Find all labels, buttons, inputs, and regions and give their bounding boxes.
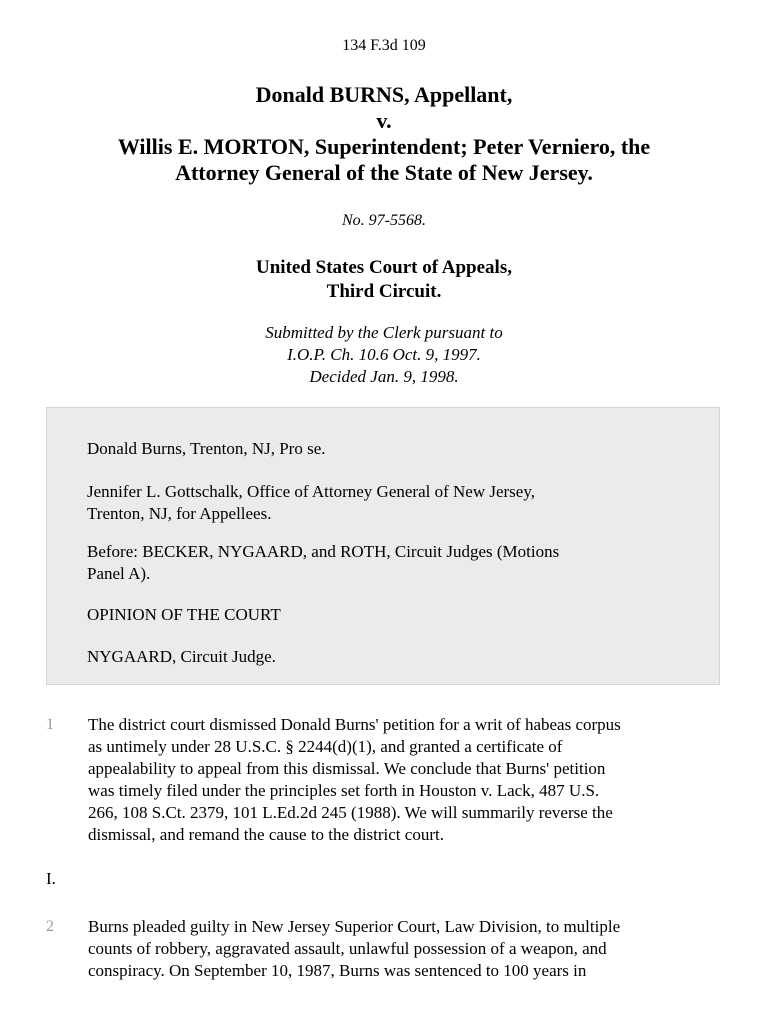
paragraph-2-line: Burns pleaded guilty in New Jersey Superior Court, Law Division, to multiple xyxy=(88,917,621,936)
opinion-heading: OPINION OF THE COURT xyxy=(87,605,281,624)
paragraph-1-line: dismissal, and remand the cause to the district court. xyxy=(88,825,444,844)
paragraph-1-line: was timely filed under the principles set forth in Houston v. Lack, 487 U.S. xyxy=(88,781,600,800)
submitted-line: Submitted by the Clerk pursuant to xyxy=(265,323,503,342)
case-caption xyxy=(40,82,728,186)
judges-panel xyxy=(87,541,677,585)
appellant-counsel: Donald Burns, Trenton, NJ, Pro se. xyxy=(87,439,326,458)
caption-appellant: Donald BURNS, Appellant, xyxy=(255,82,513,107)
paragraph-1 xyxy=(88,714,718,846)
judges-panel-line-2: Panel A). xyxy=(87,564,151,583)
section-heading: I. xyxy=(46,869,56,888)
judges-panel-line-1: Before: BECKER, NYGAARD, and ROTH, Circuit Judges (Motions xyxy=(87,542,560,561)
court-name xyxy=(0,256,768,304)
court-name-line-1: United States Court of Appeals, xyxy=(256,257,512,278)
court-name-line-2: Third Circuit. xyxy=(326,281,442,302)
decided-line: Decided Jan. 9, 1998. xyxy=(309,367,459,386)
docket-number: No. 97-5568. xyxy=(342,212,426,229)
appellee-counsel xyxy=(87,481,677,525)
paragraph-number-2: 2 xyxy=(46,918,54,935)
caption-appellee-line-2: Attorney General of the State of New Jersey. xyxy=(175,160,593,185)
caption-appellee-line-1: Willis E. MORTON, Superintendent; Peter Verniero, the xyxy=(117,134,651,159)
appellee-counsel-line-2: Trenton, NJ, for Appellees. xyxy=(87,504,272,523)
case-citation: 134 F.3d 109 xyxy=(342,37,426,54)
caption-versus: v. xyxy=(376,108,392,133)
opinion-author: NYGAARD, Circuit Judge. xyxy=(87,647,276,666)
appellee-counsel-line-1: Jennifer L. Gottschalk, Office of Attorney General of New Jersey, xyxy=(87,482,535,501)
paragraph-2-line: conspiracy. On September 10, 1987, Burns was sentenced to 100 years in xyxy=(88,961,587,980)
paragraph-2-line: counts of robbery, aggravated assault, unlawful possession of a weapon, and xyxy=(88,939,607,958)
paragraph-1-line: 266, 108 S.Ct. 2379, 101 L.Ed.2d 245 (1988). We will summarily reverse the xyxy=(88,803,613,822)
iop-line: I.O.P. Ch. 10.6 Oct. 9, 1997. xyxy=(287,345,481,364)
paragraph-1-line: The district court dismissed Donald Burns' petition for a writ of habeas corpus xyxy=(88,715,621,734)
paragraph-2 xyxy=(88,916,718,982)
paragraph-1-line: as untimely under 28 U.S.C. § 2244(d)(1), and granted a certificate of xyxy=(88,737,563,756)
paragraph-1-line: appealability to appeal from this dismissal. We conclude that Burns' petition xyxy=(88,759,606,778)
submission-dates xyxy=(0,322,768,388)
paragraph-number-1: 1 xyxy=(46,716,54,733)
counsel-panel-box xyxy=(46,407,720,685)
